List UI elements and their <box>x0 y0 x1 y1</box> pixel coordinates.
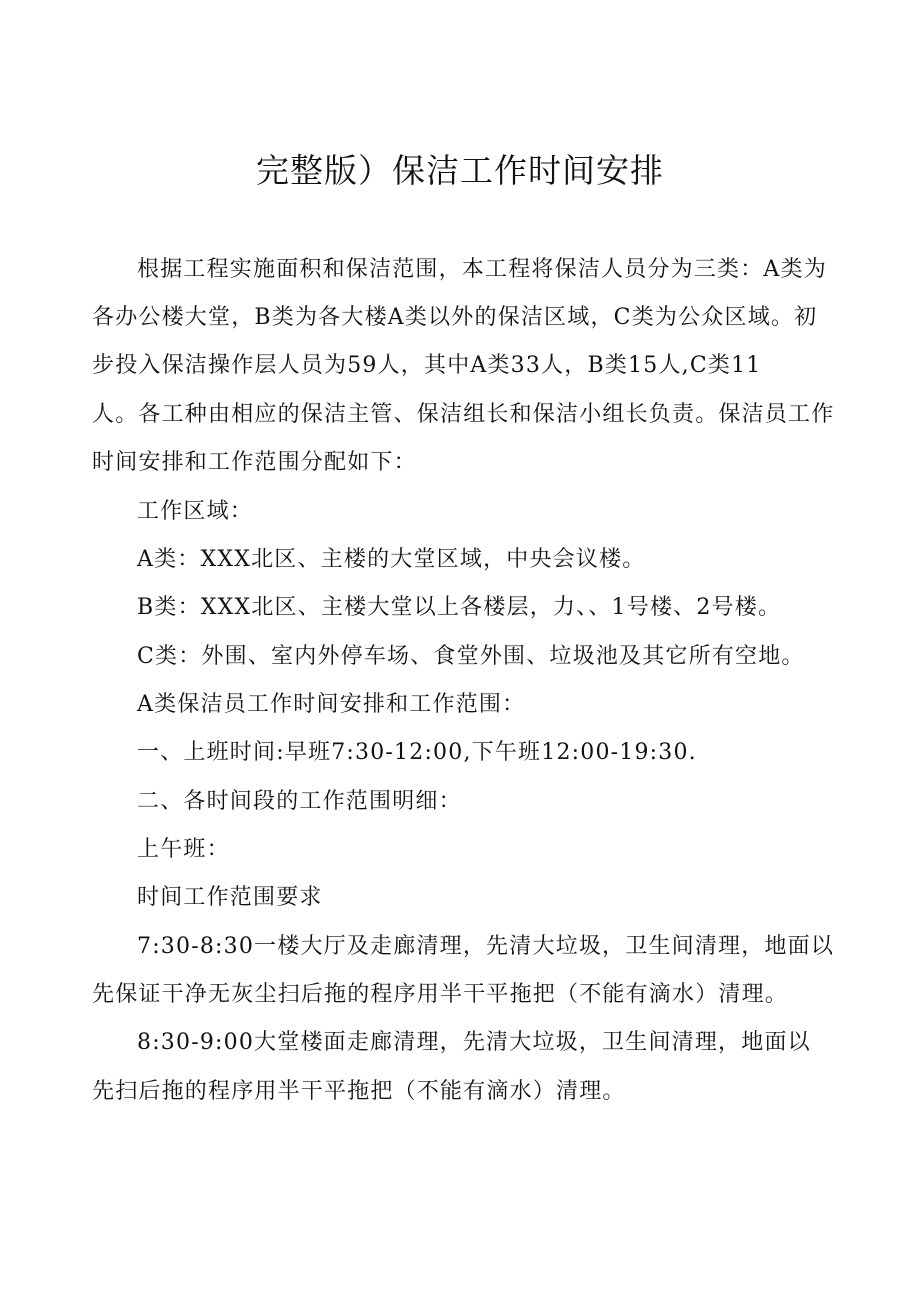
intro-line-5: 时间安排和工作范围分配如下： <box>92 450 417 475</box>
table-header: 时间工作范围要求 <box>137 885 323 910</box>
work-area-heading: 工作区域： <box>137 499 254 524</box>
area-c: C类：外围、室内外停车场、食堂外围、垃圾池及其它所有空地。 <box>137 644 805 669</box>
document-title: 完整版）保洁工作时间安排 <box>256 151 664 190</box>
entry-2-line-1: 8:30-9:00大堂楼面走廊清理，先清大垃圾，卫生间清理，地面以 <box>137 1030 811 1055</box>
scope-heading: 二、各时间段的工作范围明细： <box>137 789 462 814</box>
area-a: A类：XXX北区、主楼的大堂区域，中央会议楼。 <box>137 547 646 572</box>
entry-2-line-2: 先扫后拖的程序用半干平拖把（不能有滴水）清理。 <box>92 1079 626 1104</box>
entry-1-line-2: 先保证干净无灰尘扫后拖的程序用半干平拖把（不能有滴水）清理。 <box>92 982 789 1007</box>
intro-line-4: 人。各工种由相应的保洁主管、保洁组长和保洁小组长负责。保洁员工作 <box>92 402 835 427</box>
area-b: B类：XXX北区、主楼大堂以上各楼层，力、、1号楼、2号楼。 <box>137 595 782 620</box>
a-schedule-heading: A类保洁员工作时间安排和工作范围： <box>137 692 526 717</box>
shift-times: 一、上班时间:早班7:30-12:00,下午班12:00-19:30. <box>137 740 697 765</box>
morning-heading: 上午班： <box>137 837 230 862</box>
entry-1-line-1: 7:30-8:30一楼大厅及走廊清理，先清大垃圾，卫生间清理，地面以 <box>137 934 835 959</box>
intro-line-2: 各办公楼大堂，B类为各大楼A类以外的保洁区域，C类为公众区域。初 <box>92 305 818 330</box>
intro-line-1: 根据工程实施面积和保洁范围，本工程将保洁人员分为三类：A类为 <box>137 257 827 282</box>
intro-line-3: 步投入保洁操作层人员为59人，其中A类33人，B类15人,C类11 <box>92 353 762 378</box>
